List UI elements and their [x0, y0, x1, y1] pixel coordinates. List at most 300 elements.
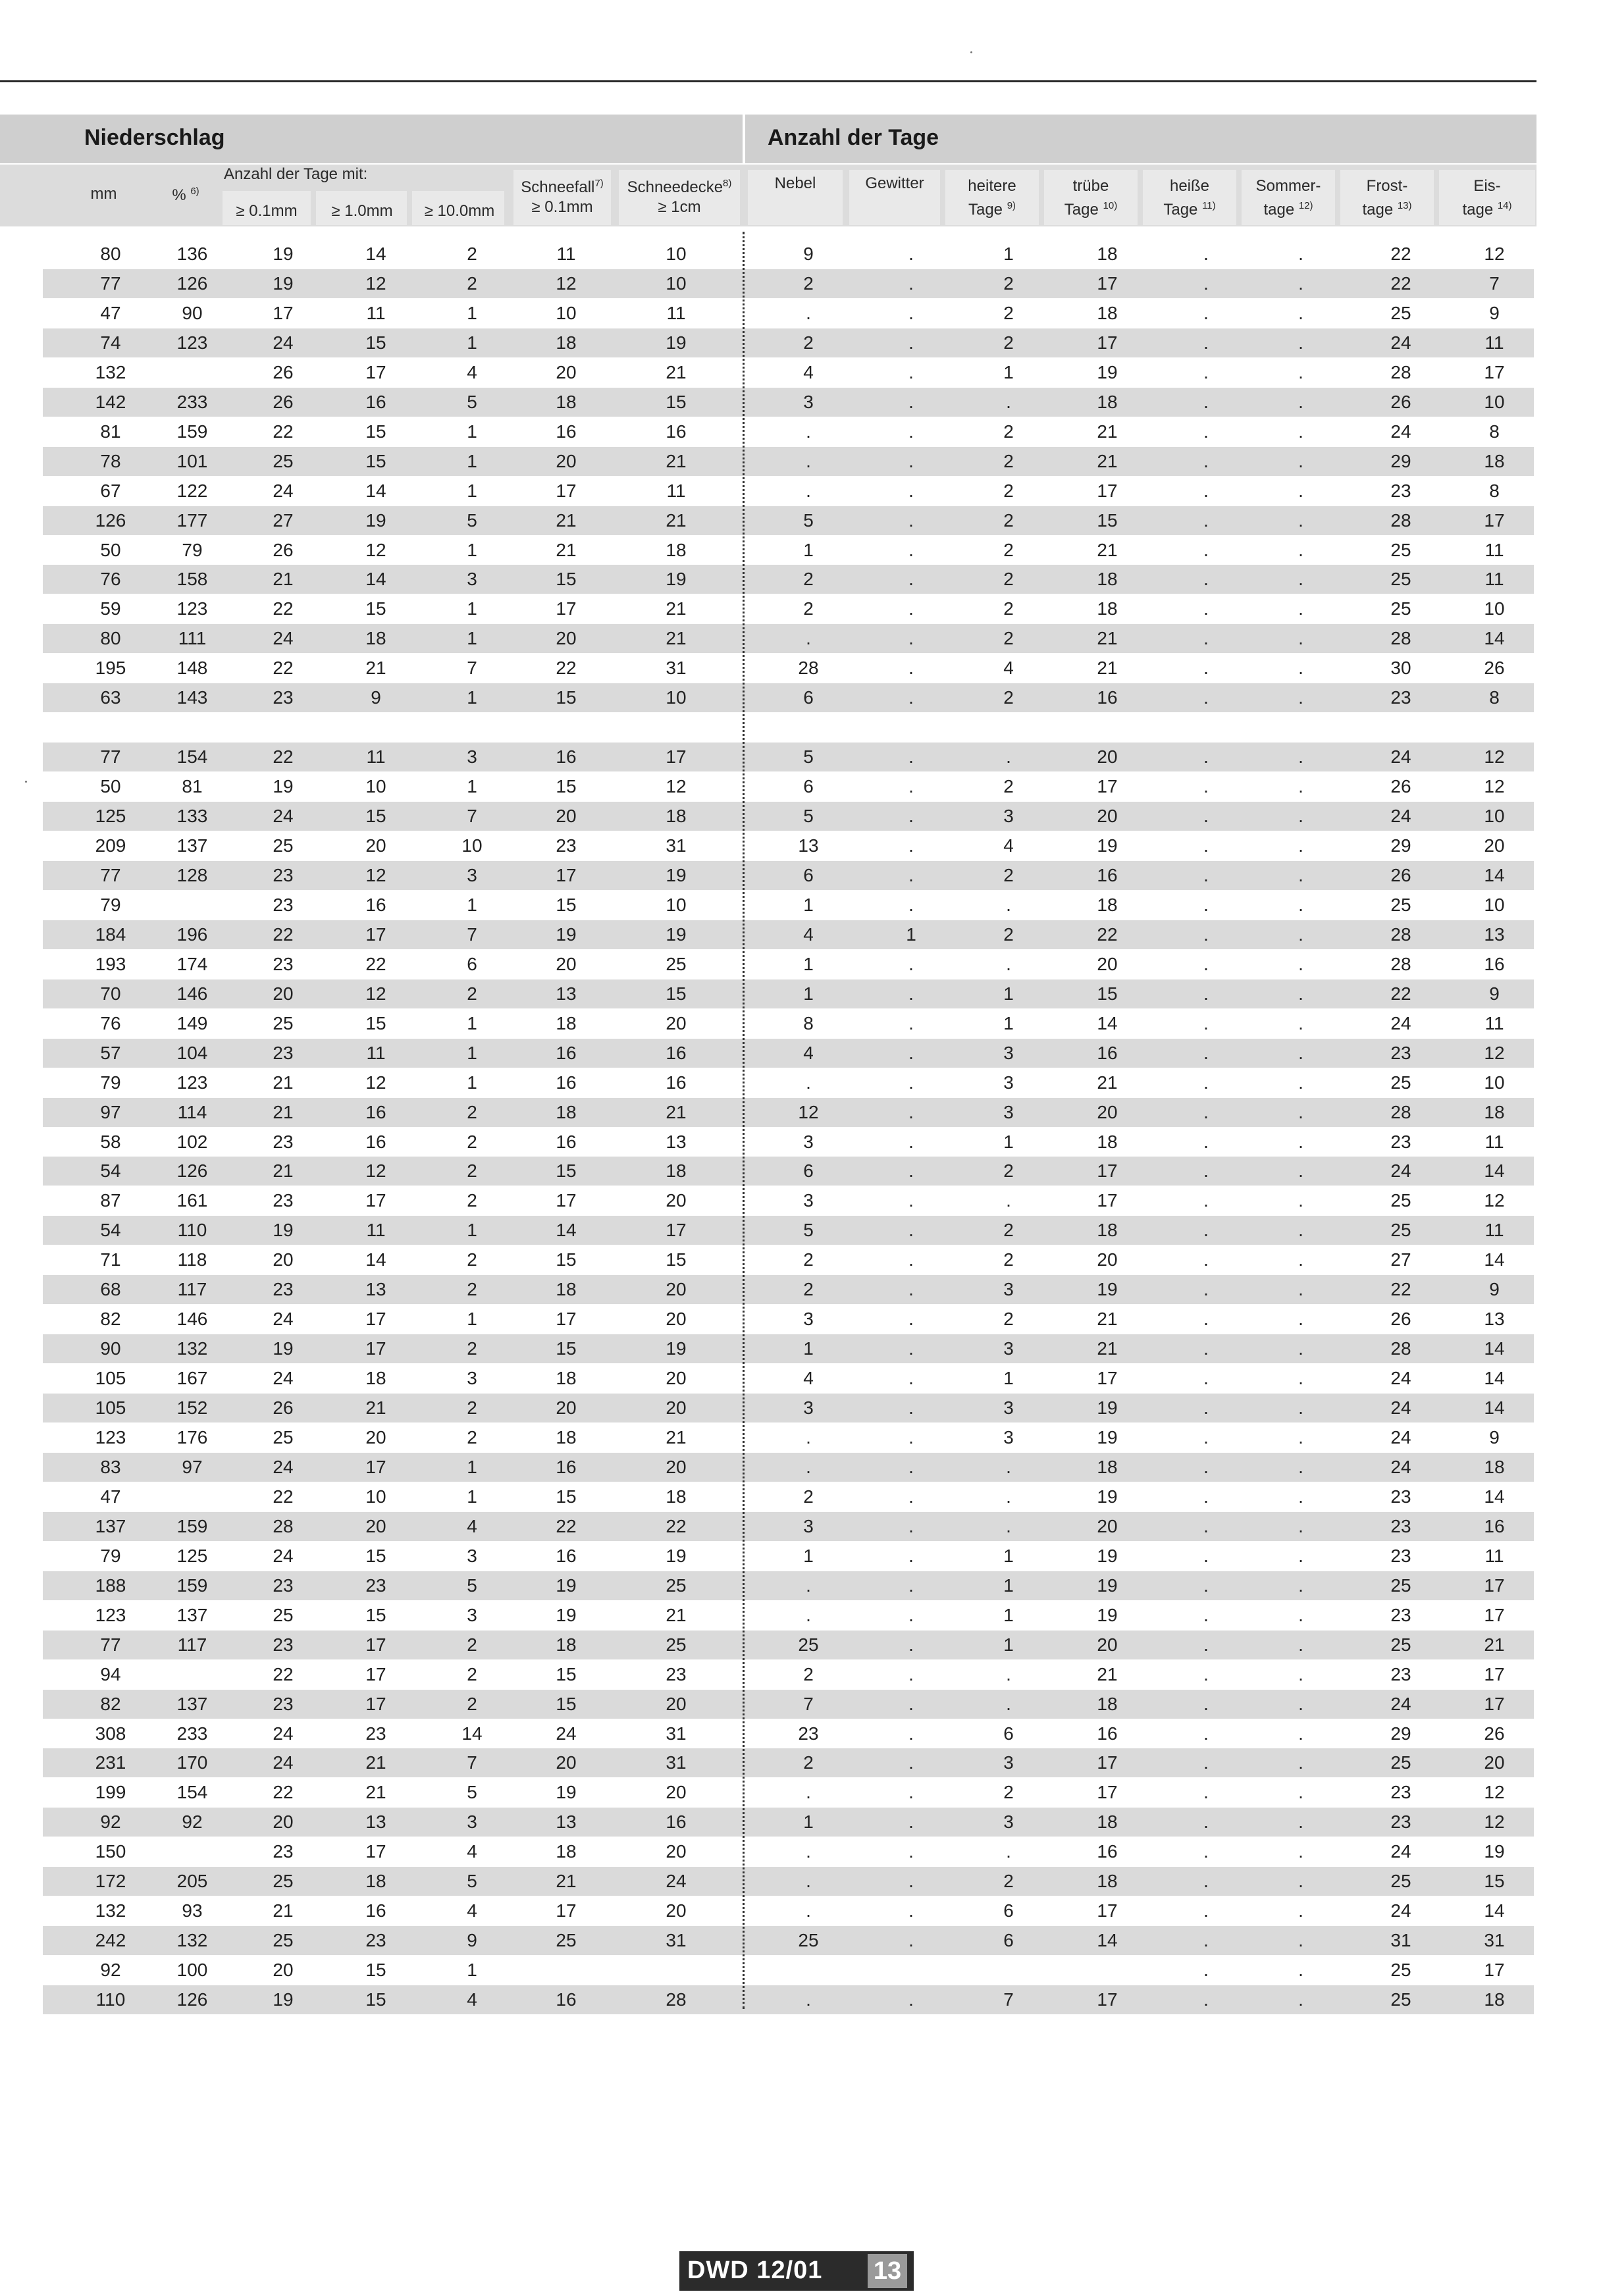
cell-ice: 14	[1484, 1249, 1505, 1270]
cell-pct: 170	[176, 1752, 208, 1773]
cell-frost: 23	[1390, 1812, 1411, 1833]
cell-ge01: 20	[273, 1960, 294, 1981]
cell-ice: 17	[1484, 1575, 1505, 1596]
cell-ge01: 23	[273, 1693, 294, 1714]
cell-ge1: 13	[365, 1279, 386, 1300]
cell-ge10: 3	[467, 1545, 477, 1566]
cell-snowfall: 16	[556, 1545, 577, 1566]
cell-ice: 11	[1484, 539, 1504, 560]
cell-snowcover: 21	[666, 361, 687, 382]
cell-ge10: 5	[467, 1575, 477, 1596]
table-row	[43, 1157, 1534, 1186]
cell-summer: .	[1298, 332, 1303, 353]
cell-ge01: 19	[273, 776, 294, 797]
table-row	[43, 1423, 1534, 1452]
cell-clear: 2	[1003, 687, 1014, 708]
cell-snowfall: 12	[556, 273, 577, 294]
cell-ge10: 1	[467, 1309, 477, 1330]
cell-ge01: 26	[273, 361, 294, 382]
cell-ge01: 23	[273, 953, 294, 974]
cell-fog: 13	[798, 835, 819, 856]
cell-frost: 23	[1390, 1486, 1411, 1507]
cell-snowfall: 18	[556, 1279, 577, 1300]
cell-summer: .	[1298, 1397, 1303, 1419]
cell-pct: 146	[176, 983, 208, 1004]
table-row	[43, 683, 1534, 712]
table-row	[43, 1098, 1534, 1127]
cell-ge01	[250, 713, 316, 742]
cell-snowcover: 10	[666, 687, 687, 708]
cell-thunder: .	[908, 1634, 914, 1655]
cell-pct: 152	[176, 1397, 208, 1419]
cell-pct: 233	[176, 391, 208, 412]
cell-ge1: 23	[365, 1723, 386, 1744]
cell-ice: 26	[1484, 658, 1505, 679]
cell-mm: 79	[100, 1545, 121, 1566]
cell-snowcover: 18	[666, 539, 687, 560]
cell-clear: .	[1006, 391, 1011, 412]
cell-frost: 24	[1390, 1900, 1411, 1921]
cell-frost: 22	[1390, 244, 1411, 264]
cell-snowcover	[640, 713, 712, 742]
cell-thunder: .	[908, 1427, 914, 1448]
cell-ge01: 23	[273, 1279, 294, 1300]
table-row	[43, 1837, 1534, 1866]
cell-clear: 2	[1003, 628, 1014, 649]
cell-ge01: 21	[273, 1101, 294, 1122]
table-row	[43, 536, 1534, 565]
cell-ice: 11	[1484, 1012, 1504, 1033]
cell-clear: .	[1006, 1486, 1011, 1507]
cell-hot: .	[1203, 1486, 1209, 1507]
cell-snowcover: 25	[666, 1575, 687, 1596]
cell-ge1: 18	[365, 1871, 386, 1892]
cell-hot: .	[1203, 1161, 1209, 1182]
header-ge-1mm: ≥ 1.0mm	[331, 202, 393, 220]
header-hot-days: heiße Tage $^{11)}$	[1163, 177, 1216, 219]
cell-summer: .	[1298, 1871, 1303, 1892]
cell-pct: 159	[176, 1575, 208, 1596]
table-row	[43, 1926, 1534, 1955]
cell-ge1: 16	[365, 1131, 386, 1152]
table-row	[43, 1305, 1534, 1334]
cell-overcast: 19	[1097, 1545, 1118, 1566]
cell-snowcover: 31	[666, 1752, 687, 1773]
cell-ge1: 21	[365, 658, 386, 679]
cell-overcast: 18	[1097, 1871, 1118, 1892]
cell-overcast: 17	[1097, 332, 1118, 353]
cell-summer: .	[1298, 1101, 1303, 1122]
cell-frost: 23	[1390, 1782, 1411, 1803]
cell-mm: 137	[95, 1515, 126, 1536]
table-row	[43, 920, 1534, 949]
cell-thunder: .	[908, 1249, 914, 1270]
cell-ice: 16	[1484, 953, 1505, 974]
cell-ge10: 2	[467, 1131, 477, 1152]
cell-snowcover: 20	[666, 1397, 687, 1419]
cell-pct: 148	[176, 658, 208, 679]
cell-snowcover: 11	[666, 302, 686, 323]
cell-pct: 137	[176, 1693, 208, 1714]
cell-pct: 102	[176, 1131, 208, 1152]
cell-ice: 13	[1484, 1309, 1505, 1330]
cell-ice: 17	[1484, 509, 1505, 531]
cell-ge1: 15	[365, 1960, 386, 1981]
cell-thunder: .	[908, 1456, 914, 1477]
cell-pct: 104	[176, 1042, 208, 1063]
cell-ice	[1465, 713, 1524, 742]
cell-frost: 25	[1390, 1960, 1411, 1981]
cell-ge10: 14	[461, 1723, 483, 1744]
cell-pct: 126	[176, 273, 208, 294]
cell-hot: .	[1203, 1131, 1209, 1152]
cell-frost: 25	[1390, 1220, 1411, 1241]
cell-pct: 114	[177, 1101, 207, 1122]
cell-mm: 110	[95, 1989, 126, 2010]
cell-clear: 3	[1003, 806, 1014, 827]
cell-clear: 2	[1003, 302, 1014, 323]
cell-ge01: 27	[273, 509, 294, 531]
cell-ge10: 9	[467, 1930, 477, 1951]
table-row	[43, 861, 1534, 890]
cell-mm: 123	[95, 1427, 126, 1448]
cell-ge10: 1	[467, 894, 477, 915]
cell-frost: 29	[1390, 835, 1411, 856]
cell-snowfall: 15	[556, 1486, 577, 1507]
cell-mm: 71	[100, 1249, 121, 1270]
cell-frost: 26	[1390, 1309, 1411, 1330]
cell-ice: 13	[1484, 924, 1505, 945]
cell-hot: .	[1203, 480, 1209, 501]
cell-mm: 184	[95, 924, 126, 945]
cell-thunder: .	[908, 509, 914, 531]
cell-thunder: .	[908, 1515, 914, 1536]
cell-overcast: 17	[1097, 1161, 1118, 1182]
cell-hot: .	[1203, 1338, 1209, 1359]
table-row	[43, 1748, 1534, 1777]
cell-frost: 24	[1390, 332, 1411, 353]
cell-hot: .	[1203, 983, 1209, 1004]
cell-overcast: 17	[1097, 1190, 1118, 1211]
cell-clear: .	[1006, 1663, 1011, 1684]
cell-clear: 1	[1003, 1131, 1014, 1152]
cell-thunder: .	[908, 480, 914, 501]
table-row	[43, 1985, 1534, 2014]
cell-mm: 77	[100, 864, 121, 885]
cell-frost: 28	[1390, 953, 1411, 974]
cell-pct: 136	[176, 244, 208, 264]
cell-frost: 29	[1390, 1723, 1411, 1744]
cell-thunder: .	[908, 391, 914, 412]
cell-fog: .	[806, 480, 811, 501]
cell-ice: 19	[1484, 1841, 1505, 1862]
cell-hot: .	[1203, 361, 1209, 382]
cell-frost: 24	[1390, 746, 1411, 768]
cell-fog: 1	[803, 539, 814, 560]
cell-frost: 24	[1390, 421, 1411, 442]
cell-ge1: 9	[371, 687, 381, 708]
table-row	[43, 1364, 1534, 1393]
cell-fog	[779, 1956, 838, 1985]
cell-clear	[982, 713, 1035, 742]
cell-ge1: 16	[365, 391, 386, 412]
cell-thunder: .	[908, 1900, 914, 1921]
cell-hot: .	[1203, 1368, 1209, 1389]
cell-thunder: .	[908, 273, 914, 294]
cell-ge10: 3	[467, 569, 477, 590]
cell-ge01: 22	[273, 598, 294, 619]
cell-snowfall: 20	[556, 806, 577, 827]
cell-ice: 17	[1484, 1604, 1505, 1625]
cell-pct: 196	[176, 924, 208, 945]
cell-fog: 23	[798, 1723, 819, 1744]
cell-summer: .	[1298, 1456, 1303, 1477]
cell-summer: .	[1298, 302, 1303, 323]
cell-fog: 2	[803, 1663, 814, 1684]
cell-summer: .	[1298, 1190, 1303, 1211]
cell-pct: 143	[176, 687, 208, 708]
cell-ice: 8	[1489, 421, 1500, 442]
cell-ice: 20	[1484, 835, 1505, 856]
cell-snowcover: 18	[666, 1486, 687, 1507]
cell-ge1: 14	[365, 480, 386, 501]
cell-summer	[1274, 713, 1327, 742]
cell-ge10: 1	[467, 539, 477, 560]
cell-frost: 24	[1390, 1161, 1411, 1182]
cell-clear: 2	[1003, 421, 1014, 442]
cell-ge01: 21	[273, 1900, 294, 1921]
cell-hot: .	[1203, 835, 1209, 856]
cell-pct: 133	[176, 806, 208, 827]
cell-ge01: 21	[273, 1072, 294, 1093]
cell-ge10: 1	[467, 1960, 477, 1981]
cell-snowcover: 17	[666, 1220, 687, 1241]
cell-thunder: .	[908, 1368, 914, 1389]
cell-thunder: .	[908, 628, 914, 649]
cell-frost: 26	[1390, 864, 1411, 885]
cell-mm: 126	[95, 509, 126, 531]
cell-fog: 3	[803, 1515, 814, 1536]
cell-ge10: 4	[467, 1841, 477, 1862]
cell-ice: 10	[1484, 806, 1505, 827]
cell-pct: 125	[176, 1545, 208, 1566]
cell-pct: 100	[176, 1960, 208, 1981]
cell-ice: 12	[1484, 746, 1505, 768]
cell-summer: .	[1298, 835, 1303, 856]
cell-mm: 242	[95, 1930, 126, 1951]
table-row	[43, 1216, 1534, 1245]
cell-fog: 2	[803, 273, 814, 294]
cell-ge10: 1	[467, 1486, 477, 1507]
cell-mm: 132	[95, 361, 126, 382]
cell-fog: 2	[803, 598, 814, 619]
cell-ge10: 1	[467, 1456, 477, 1477]
cell-overcast: 17	[1097, 1900, 1118, 1921]
cell-snowcover: 19	[666, 924, 687, 945]
cell-hot	[1180, 713, 1232, 742]
cell-summer: .	[1298, 1752, 1303, 1773]
cell-clear: 7	[1003, 1989, 1014, 2010]
cell-frost: 27	[1390, 1249, 1411, 1270]
cell-overcast	[1078, 713, 1137, 742]
cell-frost: 30	[1390, 658, 1411, 679]
cell-fog: 1	[803, 953, 814, 974]
cell-snowfall: 20	[556, 628, 577, 649]
cell-ge10: 4	[467, 1989, 477, 2010]
cell-fog: 5	[803, 1220, 814, 1241]
cell-fog: 28	[798, 658, 819, 679]
cell-snowcover: 21	[666, 628, 687, 649]
cell-ge10: 6	[467, 953, 477, 974]
cell-frost	[1371, 713, 1430, 742]
cell-hot: .	[1203, 1249, 1209, 1270]
cell-ice: 17	[1484, 1693, 1505, 1714]
cell-summer: .	[1298, 1131, 1303, 1152]
cell-ge10: 5	[467, 391, 477, 412]
cell-snowcover: 28	[666, 1989, 687, 2010]
cell-ge1: 17	[365, 361, 386, 382]
cell-snowfall: 20	[556, 953, 577, 974]
cell-snowfall: 18	[556, 1101, 577, 1122]
cell-overcast: 17	[1097, 1368, 1118, 1389]
cell-ge1: 16	[365, 894, 386, 915]
table-row	[43, 1394, 1534, 1422]
cell-snowfall: 22	[556, 1515, 577, 1536]
cell-clear: 2	[1003, 924, 1014, 945]
cell-snowcover: 16	[666, 1042, 687, 1063]
cell-hot: .	[1203, 953, 1209, 974]
cell-ge1: 15	[365, 421, 386, 442]
cell-overcast: 20	[1097, 1515, 1118, 1536]
cell-ice: 9	[1489, 1427, 1500, 1448]
cell-clear: 2	[1003, 539, 1014, 560]
cell-frost: 22	[1390, 1279, 1411, 1300]
cell-summer: .	[1298, 1515, 1303, 1536]
cell-summer: .	[1298, 598, 1303, 619]
cell-ice: 10	[1484, 894, 1505, 915]
cell-ice: 18	[1484, 1101, 1505, 1122]
cell-ge01: 19	[273, 1989, 294, 2010]
cell-hot: .	[1203, 1782, 1209, 1803]
cell-mm: 63	[100, 687, 121, 708]
cell-ge01: 20	[273, 1812, 294, 1833]
cell-pct: 174	[176, 953, 208, 974]
cell-ge01: 24	[273, 1752, 294, 1773]
cell-clear: 6	[1003, 1930, 1014, 1951]
cell-ice: 11	[1484, 332, 1504, 353]
cell-frost: 23	[1390, 1515, 1411, 1536]
cell-hot: .	[1203, 1900, 1209, 1921]
cell-mm	[78, 713, 144, 742]
cell-overcast: 21	[1097, 1663, 1118, 1684]
cell-ge10: 2	[467, 1663, 477, 1684]
cell-mm: 77	[100, 273, 121, 294]
cell-frost: 22	[1390, 983, 1411, 1004]
cell-summer: .	[1298, 1812, 1303, 1833]
cell-clear: 2	[1003, 864, 1014, 885]
cell-mm: 209	[95, 835, 126, 856]
cell-snowcover: 21	[666, 1604, 687, 1625]
table-row	[43, 1778, 1534, 1807]
cell-ge1: 23	[365, 1930, 386, 1951]
cell-pct: 149	[176, 1012, 208, 1033]
cell-ge1: 17	[365, 1338, 386, 1359]
cell-clear	[982, 1956, 1035, 1985]
cell-fog: .	[806, 450, 811, 471]
cell-thunder: .	[908, 835, 914, 856]
cell-fog: 4	[803, 361, 814, 382]
cell-snowfall: 25	[556, 1930, 577, 1951]
table-row	[43, 772, 1534, 801]
cell-ice: 10	[1484, 391, 1505, 412]
cell-ge1: 15	[365, 332, 386, 353]
cell-mm: 76	[100, 1012, 121, 1033]
cell-overcast: 18	[1097, 1456, 1118, 1477]
cell-snowcover: 21	[666, 450, 687, 471]
cell-frost: 29	[1390, 450, 1411, 471]
cell-ge10: 2	[467, 1161, 477, 1182]
cell-hot: .	[1203, 746, 1209, 768]
cell-pct	[159, 891, 225, 920]
cell-snowfall: 19	[556, 1575, 577, 1596]
cell-ice: 14	[1484, 1900, 1505, 1921]
cell-clear: 2	[1003, 776, 1014, 797]
cell-ice: 17	[1484, 1663, 1505, 1684]
cell-clear: 3	[1003, 1338, 1014, 1359]
cell-ge01: 26	[273, 391, 294, 412]
cell-hot: .	[1203, 1723, 1209, 1744]
section-divider	[743, 115, 745, 163]
cell-mm: 150	[95, 1841, 126, 1862]
cell-snowfall: 17	[556, 864, 577, 885]
table-row	[43, 1808, 1534, 1837]
cell-fog	[779, 713, 838, 742]
cell-snowcover: 19	[666, 332, 687, 353]
cell-frost: 23	[1390, 687, 1411, 708]
cell-hot: .	[1203, 421, 1209, 442]
cell-hot: .	[1203, 776, 1209, 797]
cell-ice: 12	[1484, 776, 1505, 797]
cell-ice: 14	[1484, 1368, 1505, 1389]
table-row	[43, 654, 1534, 683]
table-row	[43, 1867, 1534, 1896]
cell-overcast: 18	[1097, 1220, 1118, 1241]
cell-snowfall: 18	[556, 332, 577, 353]
cell-ge01: 21	[273, 1161, 294, 1182]
cell-mm: 79	[100, 1072, 121, 1093]
cell-pct: 79	[182, 539, 203, 560]
cell-overcast: 16	[1097, 1042, 1118, 1063]
cell-summer: .	[1298, 983, 1303, 1004]
cell-overcast: 18	[1097, 391, 1118, 412]
cell-summer: .	[1298, 628, 1303, 649]
cell-mm: 199	[95, 1782, 126, 1803]
cell-pct: 92	[182, 1812, 203, 1833]
cell-thunder: .	[908, 1131, 914, 1152]
cell-snowcover: 15	[666, 1249, 687, 1270]
cell-ge1: 14	[365, 569, 386, 590]
cell-fog: 5	[803, 806, 814, 827]
cell-ice: 14	[1484, 1161, 1505, 1182]
cell-pct: 126	[176, 1161, 208, 1182]
cell-mm: 87	[100, 1190, 121, 1211]
cell-thunder: .	[908, 1072, 914, 1093]
cell-ge01: 26	[273, 539, 294, 560]
cell-ge1: 12	[365, 539, 386, 560]
cell-ice: 21	[1484, 1634, 1505, 1655]
cell-pct	[159, 358, 225, 387]
cell-snowfall: 20	[556, 361, 577, 382]
